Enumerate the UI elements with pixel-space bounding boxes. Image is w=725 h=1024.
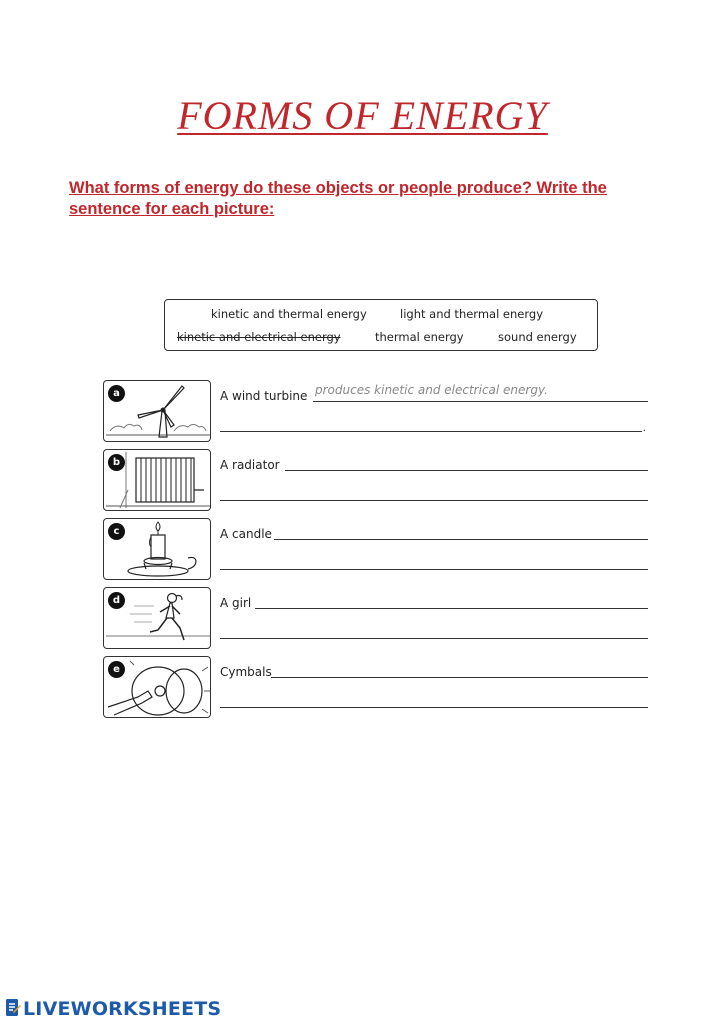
answer-line-1[interactable] <box>271 677 648 678</box>
answer-line-1[interactable] <box>255 608 648 609</box>
exercise-item-d <box>103 587 648 649</box>
answer-line-2[interactable] <box>220 569 648 570</box>
word-bank-item: kinetic and thermal energy <box>211 307 367 321</box>
sentence-period: . <box>642 420 646 434</box>
picture-running-girl <box>103 587 211 649</box>
answer-line-2[interactable] <box>220 707 648 708</box>
page-title: FORMS OF ENERGY <box>177 93 548 138</box>
answer-line-2[interactable] <box>220 431 642 432</box>
exercise-item-b <box>103 449 648 511</box>
word-bank-item: light and thermal energy <box>400 307 544 321</box>
picture-cymbals <box>103 656 211 718</box>
item-letter-badge: e <box>108 661 125 678</box>
picture-radiator <box>103 449 211 511</box>
exercise-item-c <box>103 518 648 580</box>
item-letter-badge: a <box>108 385 125 402</box>
answer-line-2[interactable] <box>220 500 648 501</box>
item-label: A candle <box>220 527 272 541</box>
exercise-item-a <box>103 380 648 442</box>
footer-brand-text: LIVEWORKSHEETS <box>23 998 222 1020</box>
item-label: A wind turbine <box>220 389 308 403</box>
liveworksheets-logo-icon <box>4 998 22 1023</box>
instructions: What forms of energy do these objects or people produce? Write the sentence for each picture: <box>69 179 607 218</box>
item-label: A girl <box>220 596 252 610</box>
exercise-item-e <box>103 656 648 718</box>
answer-line-1[interactable] <box>274 539 648 540</box>
picture-wind-turbine <box>103 380 211 442</box>
item-letter-badge: b <box>108 454 125 471</box>
picture-candle <box>103 518 211 580</box>
word-bank-item-used: kinetic and electrical energy <box>177 330 341 344</box>
answer-text[interactable]: produces kinetic and electrical energy. <box>315 383 548 397</box>
answer-line-1[interactable] <box>285 470 648 471</box>
item-label: A radiator <box>220 458 280 472</box>
footer-brand <box>4 998 221 1023</box>
answer-line-1[interactable] <box>313 401 648 402</box>
word-bank-item: sound energy <box>498 330 577 344</box>
word-bank <box>164 299 598 351</box>
word-bank-item: thermal energy <box>375 330 464 344</box>
item-letter-badge: d <box>108 592 125 609</box>
item-letter-badge: c <box>108 523 125 540</box>
answer-line-2[interactable] <box>220 638 648 639</box>
item-label: Cymbals <box>220 665 272 679</box>
